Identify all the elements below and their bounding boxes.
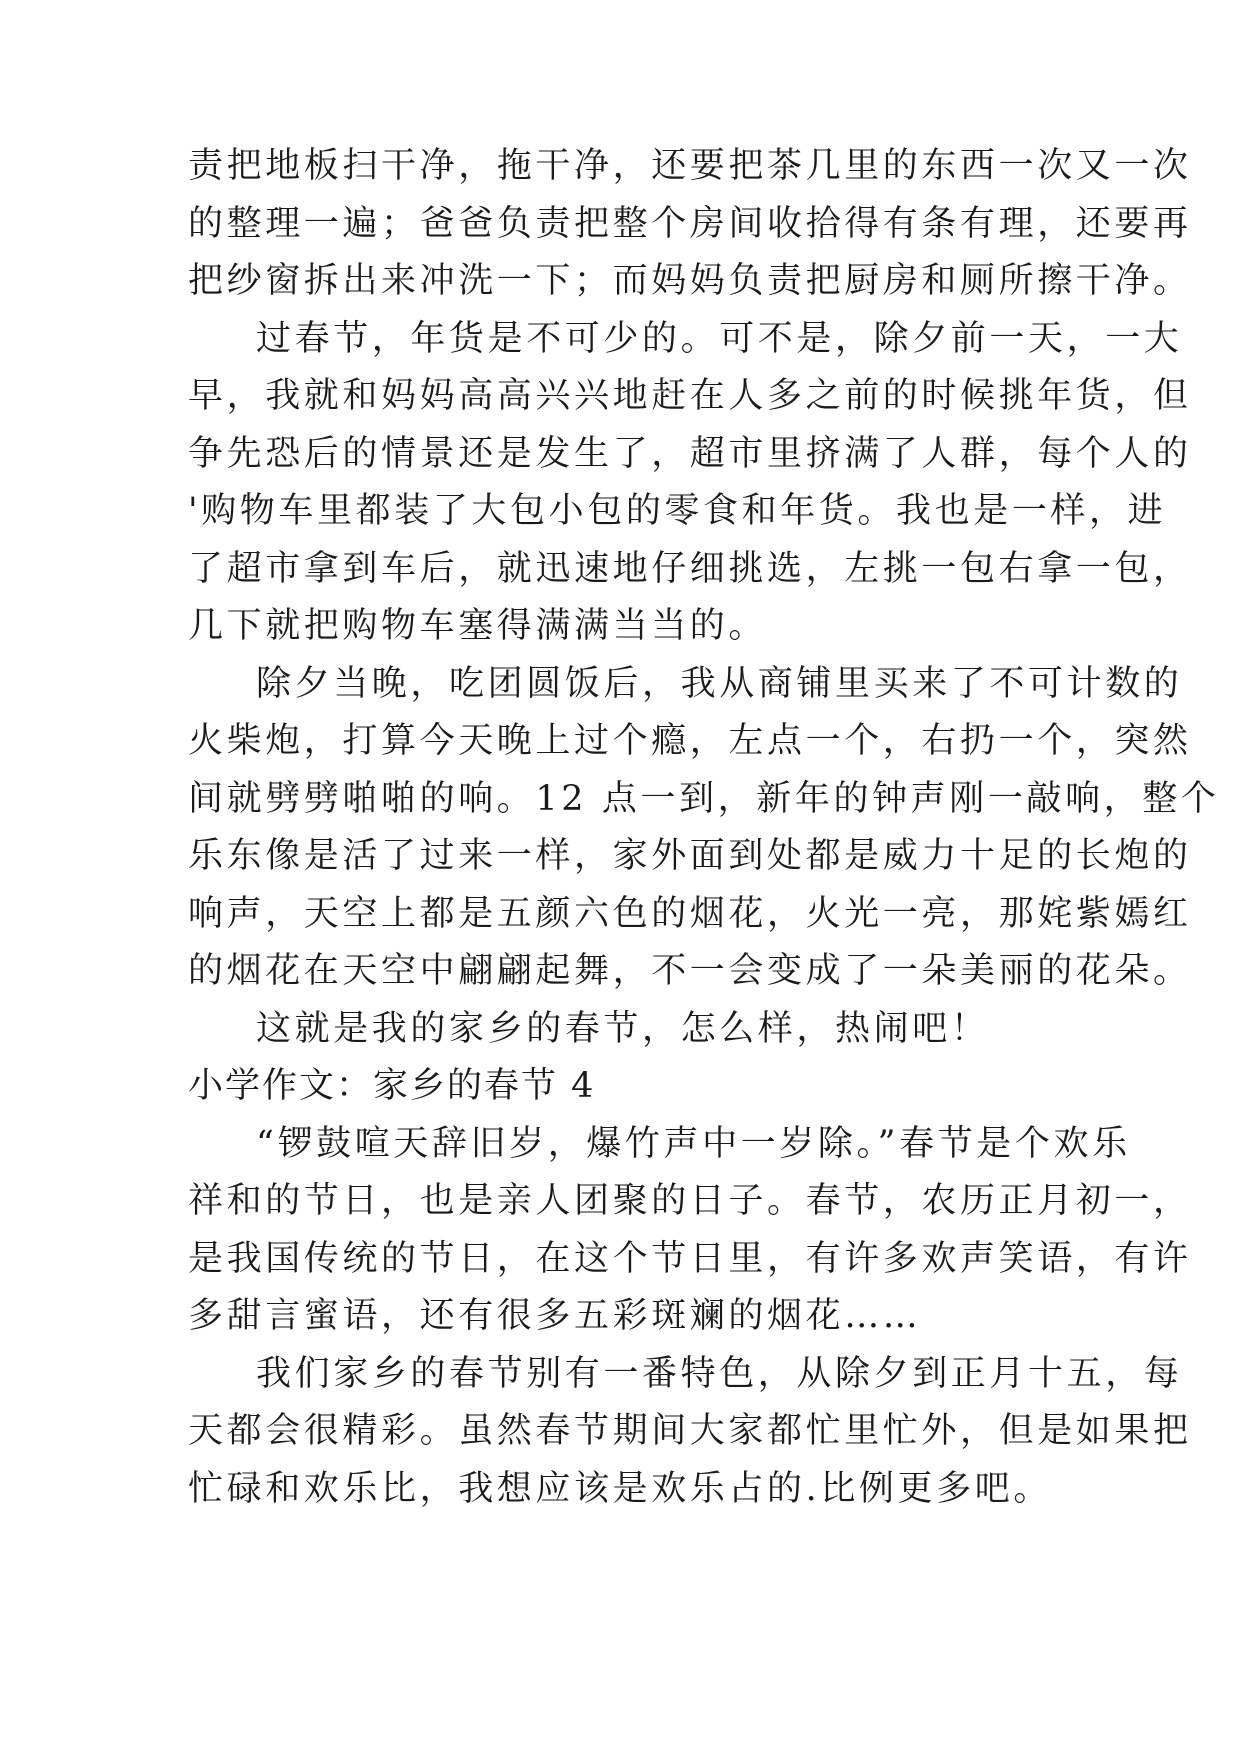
text-line: 除夕当晚，吃团圆饭后，我从商铺里买来了不可计数的: [256, 663, 1183, 704]
text-line: 的烟花在天空中翩翩起舞，不一会变成了一朵美丽的花朵。: [188, 951, 1192, 991]
text-line: 过春节，年货是不可少的。可不是，除夕前一天，一大: [256, 318, 1183, 359]
text-line: 责把地板扫干净，拖干净，还要把茶几里的东西一次又一次: [188, 146, 1192, 186]
text-line: 多甜言蜜语，还有很多五彩斑斓的烟花……: [188, 1296, 922, 1336]
text-line: 我们家乡的春节别有一番特色，从除夕到正月十五，每: [256, 1353, 1183, 1394]
text-line: 是我国传统的节日，在这个节日里，有许多欢声笑语，有许: [188, 1238, 1192, 1279]
section-heading: 小学作文：家乡的春节 4: [188, 1066, 596, 1106]
text-line: 忙碌和欢乐比，我想应该是欢乐占的.比例更多吧。: [188, 1468, 1052, 1509]
text-line: 了超市拿到车后，就迅速地仔细挑选，左挑一包右拿一包，: [188, 548, 1192, 589]
document-body: [188, 138, 1220, 1518]
text-line: 争先恐后的情景还是发生了，超市里挤满了人群，每个人的: [188, 433, 1192, 474]
text-line: 响声，天空上都是五颜六色的烟花，火光一亮，那姹紫嫣红: [188, 893, 1192, 934]
text-line: “锣鼓喧天辞旧岁，爆竹声中一岁除。”春节是个欢乐: [256, 1123, 1131, 1164]
text-line: 乐东像是活了过来一样，家外面到处都是威力十足的长炮的: [188, 836, 1192, 876]
text-line: 的整理一遍；爸爸负责把整个房间收拾得有条有理，还要再: [188, 203, 1192, 244]
text-line: 早，我就和妈妈高高兴兴地赶在人多之前的时候挑年货，但: [188, 376, 1192, 416]
text-line: 火柴炮，打算今天晚上过个瘾，左点一个，右扔一个，突然: [188, 721, 1192, 761]
text-line: 把纱窗拆出来冲洗一下；而妈妈负责把厨房和厕所擦干净。: [188, 261, 1192, 301]
text-line: 天都会很精彩。虽然春节期间大家都忙里忙外，但是如果把: [188, 1411, 1192, 1451]
text-line: 祥和的节日，也是亲人团聚的日子。春节，农历正月初一，: [188, 1181, 1192, 1221]
text-line: 几下就把购物车塞得满满当当的。: [188, 606, 768, 646]
text-line: 间就劈劈啪啪的响。12 点一到，新年的钟声刚一敲响，整个: [188, 778, 1220, 819]
text-line: '购物车里都装了大包小包的零食和年货。我也是一样，进: [188, 491, 1167, 531]
text-line: 这就是我的家乡的春节，怎么样，热闹吧！: [256, 1008, 990, 1049]
